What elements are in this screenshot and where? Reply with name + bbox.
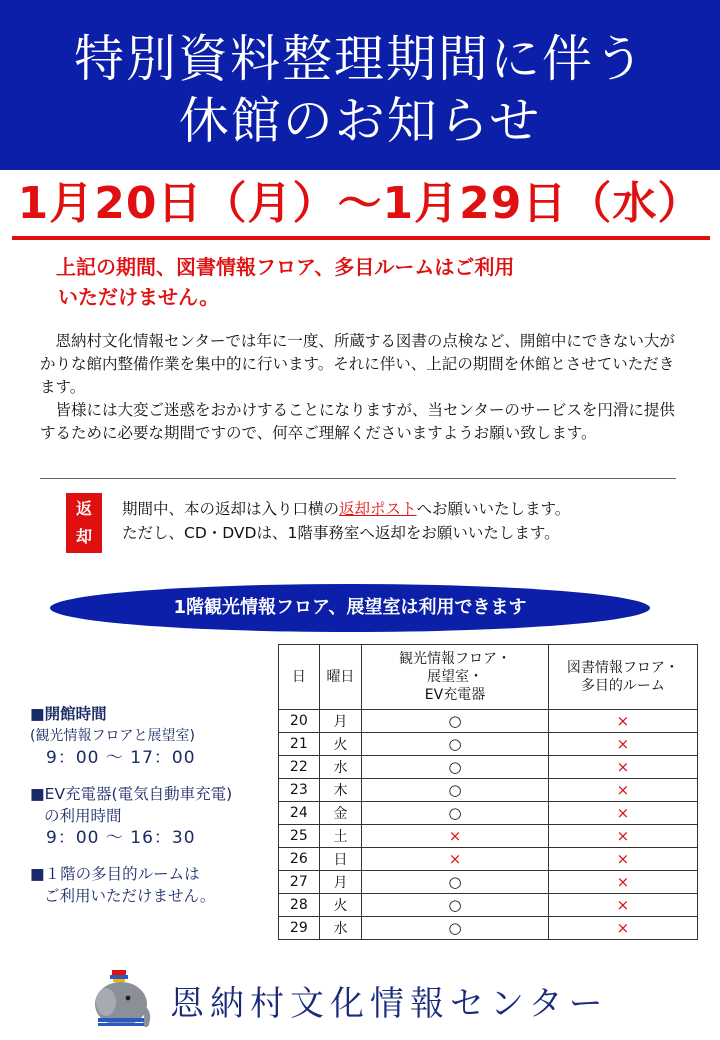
- cell-weekday: 木: [319, 779, 362, 802]
- section-divider: [40, 478, 676, 479]
- ev-hours-time: 9：00 ～ 16：30: [46, 828, 196, 848]
- title-line-1: 特別資料整理期間に伴う: [74, 30, 646, 88]
- header-day: 日: [279, 645, 320, 710]
- closure-notice: [56, 252, 676, 312]
- closure-date-range: 1月20日（月）～1月29日（水）: [17, 178, 703, 229]
- cell-weekday: 水: [319, 917, 362, 940]
- header-tourism-line-2: 展望室・: [427, 669, 484, 685]
- return-badge: [66, 493, 102, 553]
- table-row: [279, 871, 698, 894]
- header-library-line-2: 多目的ルーム: [580, 678, 665, 694]
- available-floors-banner: 1階観光情報フロア、展望室は利用できます: [50, 584, 650, 632]
- cell-weekday: 日: [319, 848, 362, 871]
- cell-tourism-status: ○: [362, 733, 549, 756]
- title-banner: [0, 0, 720, 170]
- opening-hours-block: [30, 703, 280, 769]
- cell-library-status: ×: [548, 802, 697, 825]
- cell-day: 21: [279, 733, 320, 756]
- opening-hours-time: 9：00 ～ 17：00: [46, 748, 196, 768]
- return-line-1: [122, 497, 702, 521]
- header-tourism-line-3: EV充電器: [424, 687, 486, 703]
- opening-hours-heading: ■開館時間: [30, 705, 107, 723]
- cell-weekday: 月: [319, 871, 362, 894]
- explanation-text: [40, 330, 688, 445]
- cell-library-status: ×: [548, 733, 697, 756]
- header-tourism-floor: [362, 645, 549, 710]
- cell-tourism-status: ○: [362, 756, 549, 779]
- return-line-1-post: へお願いいたします。: [416, 500, 571, 518]
- cell-library-status: ×: [548, 756, 697, 779]
- ev-hours-sub: の利用時間: [44, 807, 122, 825]
- cell-library-status: ×: [548, 825, 697, 848]
- cell-day: 29: [279, 917, 320, 940]
- multipurpose-room-line-1: ■１階の多目的ルームは: [30, 865, 200, 883]
- cell-library-status: ×: [548, 871, 697, 894]
- multipurpose-room-line-2: ご利用いただけません。: [44, 887, 216, 905]
- cell-tourism-status: ×: [362, 848, 549, 871]
- ev-hours-block: [30, 783, 280, 849]
- cell-day: 22: [279, 756, 320, 779]
- return-badge-top: 返: [75, 499, 92, 518]
- table-row: [279, 779, 698, 802]
- closure-notice-line-2: いただけません。: [58, 285, 220, 309]
- table-row: [279, 756, 698, 779]
- cell-day: 20: [279, 710, 320, 733]
- return-instructions: [122, 497, 702, 545]
- opening-hours-sub: (観光情報フロアと展望室): [30, 728, 195, 744]
- cell-weekday: 水: [319, 756, 362, 779]
- cell-weekday: 火: [319, 894, 362, 917]
- cell-day: 25: [279, 825, 320, 848]
- cell-tourism-status: ○: [362, 917, 549, 940]
- table-row: [279, 848, 698, 871]
- return-badge-bottom: 却: [75, 527, 92, 546]
- header-library-floor: [548, 645, 697, 710]
- cell-tourism-status: ×: [362, 825, 549, 848]
- hours-info: [30, 703, 280, 921]
- table-row: [279, 710, 698, 733]
- cell-weekday: 土: [319, 825, 362, 848]
- explanation-paragraph-1: 恩納村文化情報センターでは年に一度、所蔵する図書の点検など、開館中にできない大がかりな館内整備作業を集中的に行います。それに伴い、上記の期間を休館とさせていただきます。: [40, 332, 675, 396]
- cell-day: 24: [279, 802, 320, 825]
- table-row: [279, 825, 698, 848]
- closure-notice-line-1: 上記の期間、図書情報フロア、多目ルームはご利用: [56, 255, 515, 279]
- ev-hours-heading: ■EV充電器(電気自動車充電): [30, 785, 233, 803]
- cell-library-status: ×: [548, 894, 697, 917]
- return-post-link[interactable]: 返却ポスト: [339, 500, 417, 518]
- cell-weekday: 火: [319, 733, 362, 756]
- header-tourism-line-1: 観光情報フロア・: [399, 651, 512, 667]
- cell-tourism-status: ○: [362, 802, 549, 825]
- multipurpose-room-block: [30, 863, 280, 907]
- date-underline: [12, 236, 710, 240]
- cell-library-status: ×: [548, 848, 697, 871]
- cell-day: 28: [279, 894, 320, 917]
- table-row: [279, 894, 698, 917]
- return-line-1-pre: 期間中、本の返却は入り口横の: [122, 500, 340, 518]
- table-row: [279, 802, 698, 825]
- cell-weekday: 金: [319, 802, 362, 825]
- cell-weekday: 月: [319, 710, 362, 733]
- center-name: 恩納村文化情報センター: [170, 984, 609, 1024]
- table-row: [279, 733, 698, 756]
- cell-library-status: ×: [548, 779, 697, 802]
- cell-tourism-status: ○: [362, 710, 549, 733]
- cell-library-status: ×: [548, 917, 697, 940]
- cell-day: 23: [279, 779, 320, 802]
- header-library-line-1: 図書情報フロア・: [566, 660, 679, 676]
- header-weekday: 曜日: [319, 645, 362, 710]
- cell-day: 27: [279, 871, 320, 894]
- elephant-mascot-icon: [88, 968, 154, 1030]
- cell-tourism-status: ○: [362, 894, 549, 917]
- cell-tourism-status: ○: [362, 779, 549, 802]
- table-row: [279, 917, 698, 940]
- cell-library-status: ×: [548, 710, 697, 733]
- cell-tourism-status: ○: [362, 871, 549, 894]
- return-line-2: ただし、CD・DVDは、1階事務室へ返却をお願いいたします。: [122, 524, 560, 542]
- schedule-table: [278, 644, 698, 940]
- cell-day: 26: [279, 848, 320, 871]
- title-line-2: 休館のお知らせ: [178, 92, 542, 150]
- explanation-paragraph-2: 皆様には大変ご迷惑をおかけすることになりますが、当センターのサービスを円滑に提供するために必要な期間ですので、何卒ご理解くださいますようお願い致します。: [40, 401, 675, 442]
- schedule-header-row: [279, 645, 698, 710]
